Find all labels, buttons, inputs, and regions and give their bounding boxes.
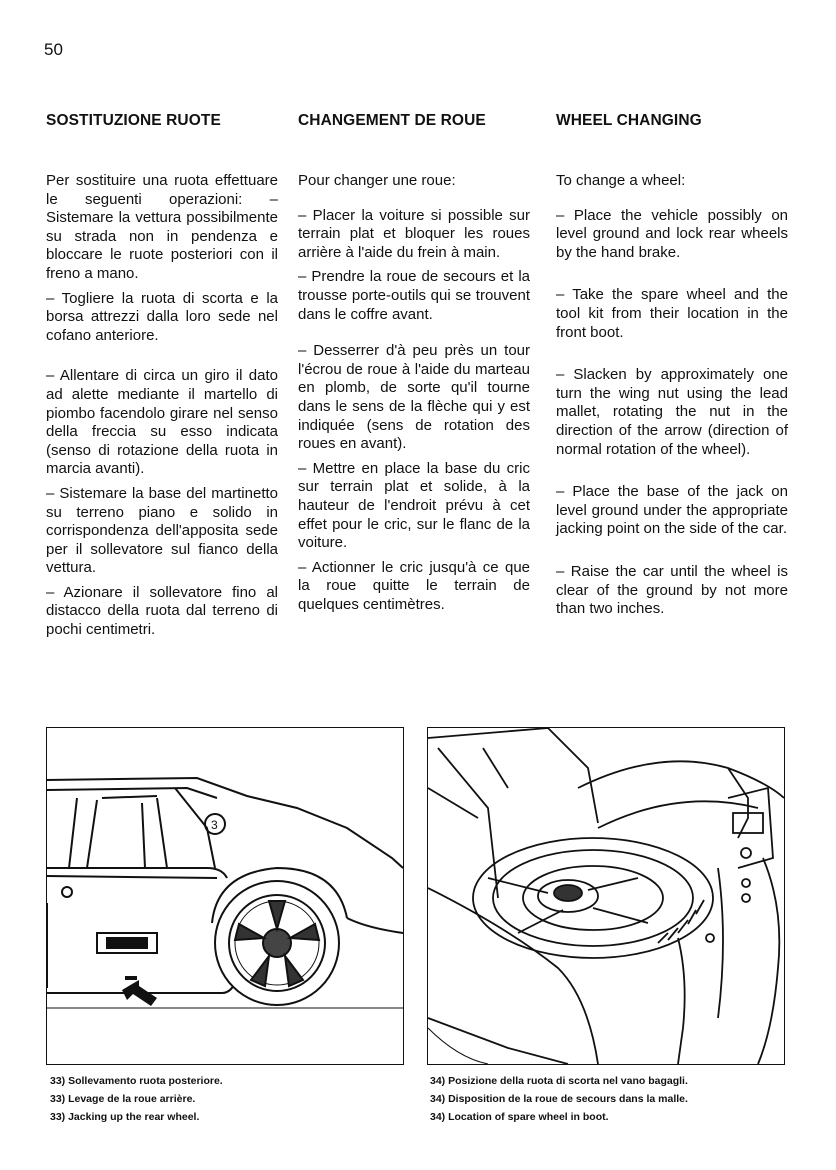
paragraph: – Placer la voiture si possible sur terrain plat et bloquer les roues arrière à l'aide du frein à main. [298,206,530,261]
caption-line: 34) Location of spare wheel in boot. [430,1111,609,1123]
paragraph: – Prendre la roue de secours et la trousse porte-outils qui se trouvent dans le coffre avant. [298,268,530,323]
paragraph: – Place the vehicle possibly on level ground and lock rear wheels by the hand brake. [556,206,788,261]
caption-line: 33) Jacking up the rear wheel. [50,1111,200,1123]
paragraph: – Togliere la ruota di scorta e la borsa attrezzi dalla loro sede nel cofano anteriore. [46,289,278,344]
boot-spare-wheel-illustration [428,728,784,1064]
paragraph: – Allentare di circa un giro il dato ad alette mediante il martello di piombo facendolo girare nel senso della freccia su esso indicata (senso di rotazione della ruota in marcia avanti). [46,367,278,478]
caption-line: 33) Sollevamento ruota posteriore. [50,1075,223,1087]
paragraph: – Azionare il sollevatore fino al distacco della ruota dal terreno di pochi centimetri. [46,583,278,639]
svg-text:3: 3 [211,818,218,832]
column-english [556,112,788,619]
caption-line: 34) Disposition de la roue de secours dans la malle. [430,1093,688,1105]
paragraph: – Desserrer d'à peu près un tour l'écrou de roue à l'aide du marteau en plomb, de sorte qu'il tourne dans le sens de la flèche qui y est indiquée (sens de rotation des roues en avant). [298,342,530,453]
page-number: 50 [44,40,63,59]
caption-figure-33 [50,1072,223,1126]
paragraph: – Place the base of the jack on level ground under the appropriate jacking point on the side of the car. [556,483,788,538]
paragraph: – Mettre en place la base du cric sur terrain plat et solide, à la hauteur de l'endroit prévu à cet effet pour le cric, sur le flanc de la voiture. [298,459,530,552]
column-italian [46,112,278,640]
caption-line: 34) Posizione della ruota di scorta nel vano bagagli. [430,1075,688,1087]
column-french [298,112,530,614]
paragraph: – Take the spare wheel and the tool kit from their location in the front boot. [556,286,788,341]
figure-jacking-rear-wheel [46,727,404,1065]
caption-line: 33) Levage de la roue arrière. [50,1093,196,1105]
figure-spare-wheel-boot [427,727,785,1065]
paragraph: – Slacken by approximately one turn the wing nut using the lead mallet, rotating the nut in the direction of the arrow (direction of normal rotation of the wheel). [556,366,788,458]
paragraph: To change a wheel: [556,172,686,189]
heading-french: CHANGEMENT DE ROUE [298,112,486,129]
paragraph: – Actionner le cric jusqu'à ce que la roue quitte le terrain de quelques centimètres. [298,558,530,613]
paragraph: Pour changer une roue: [298,172,456,189]
caption-figure-34 [430,1072,688,1126]
paragraph: Per sostituire una ruota effettuare le seguenti operazioni: – Sistemare la vettura possibilmente su strada non in pendenza e bloccare le ruote posteriori con il freno a mano. [46,172,278,282]
paragraph: – Raise the car until the wheel is clear of the ground by not more than two inches. [556,562,788,618]
heading-italian: SOSTITUZIONE RUOTE [46,112,221,129]
car-side-illustration [47,728,403,1064]
heading-english: WHEEL CHANGING [556,112,702,129]
paragraph: – Sistemare la base del martinetto su terreno piano e solido in corrispondenza dell'apposita sede per il sollevatore sul fianco della vettura. [46,484,278,577]
